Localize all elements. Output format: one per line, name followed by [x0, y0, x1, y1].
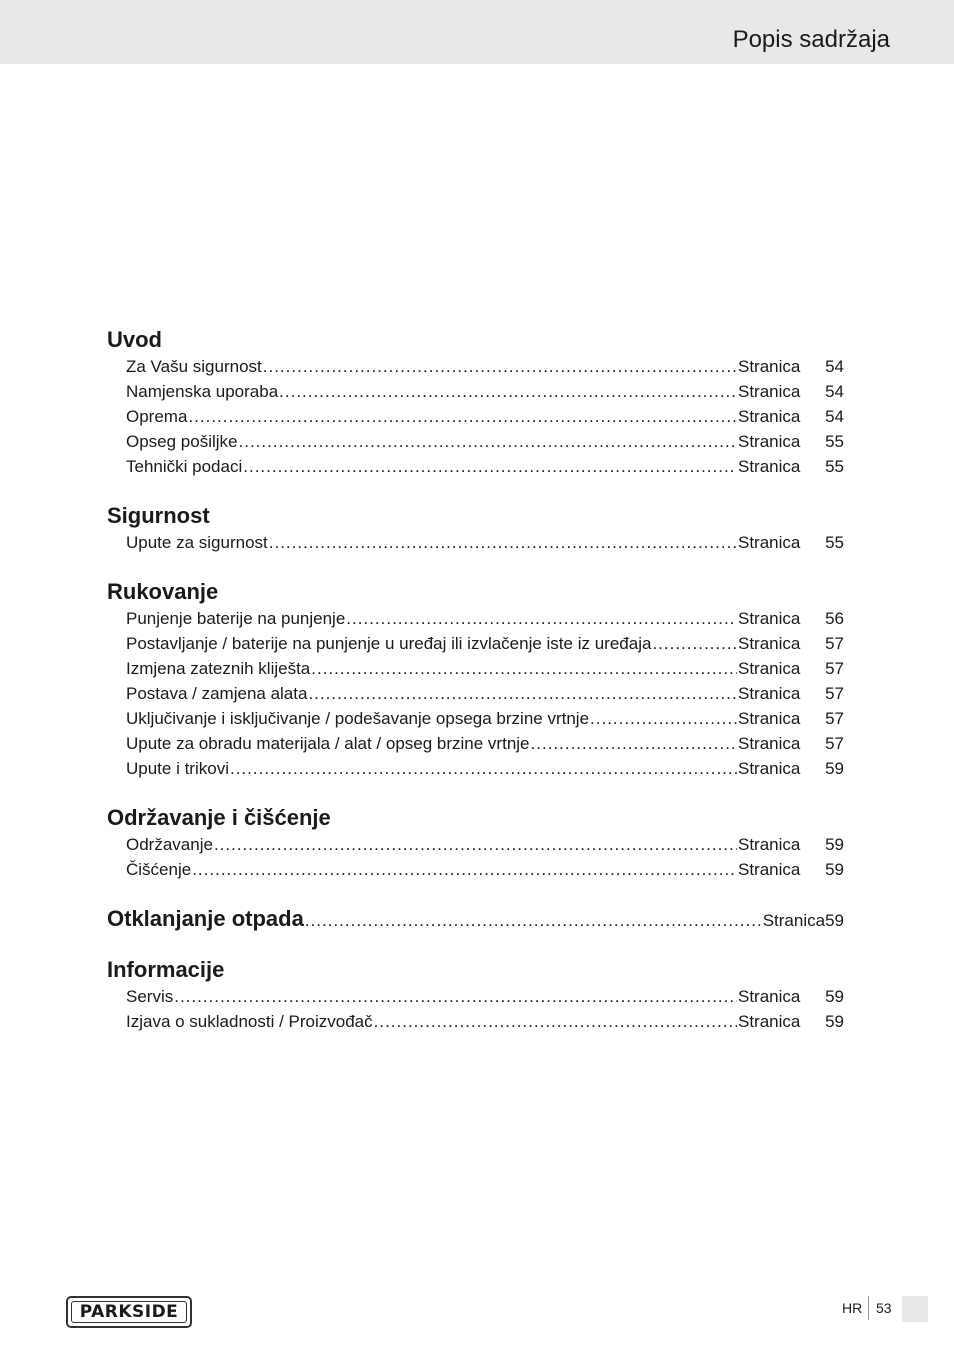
toc-entry[interactable] — [107, 530, 844, 555]
section-title: Informacije — [107, 957, 225, 982]
entry-label: Punjenje baterije na punjenje — [126, 609, 346, 628]
toc-entry[interactable] — [107, 1009, 844, 1034]
dot-leader — [192, 857, 737, 882]
page-word: Stranica — [738, 382, 801, 401]
dot-leader — [188, 404, 737, 429]
page-number: 57 — [825, 684, 844, 703]
toc-entry[interactable] — [107, 606, 844, 631]
table-of-contents — [107, 326, 844, 1034]
dot-leader — [590, 706, 737, 731]
toc-section-odrzavanje — [107, 804, 844, 882]
page-number: 59 — [825, 835, 844, 854]
toc-entry[interactable] — [107, 631, 844, 656]
dot-leader — [243, 454, 737, 479]
page-word: Stranica — [738, 709, 801, 728]
toc-entry[interactable] — [107, 731, 844, 756]
page-word: Stranica — [738, 759, 801, 778]
page-number: 57 — [825, 709, 844, 728]
toc-entry[interactable] — [107, 756, 844, 781]
toc-entry[interactable] — [107, 379, 844, 404]
page-word: Stranica — [738, 1012, 801, 1031]
toc-entry[interactable] — [107, 905, 844, 933]
footer-divider — [868, 1296, 869, 1320]
toc-entry[interactable] — [107, 354, 844, 379]
dot-leader — [311, 656, 737, 681]
toc-entry[interactable] — [107, 832, 844, 857]
entry-label: Izjava o sukladnosti / Proizvođač — [126, 1012, 373, 1031]
page-number: 55 — [825, 432, 844, 451]
page-number-footer: 53 — [876, 1300, 892, 1316]
entry-label: Opseg pošiljke — [126, 432, 238, 451]
page-word: Stranica — [738, 835, 801, 854]
dot-leader — [239, 429, 737, 454]
entry-label: Čišćenje — [126, 860, 192, 879]
entry-label: Upute za sigurnost — [126, 533, 268, 552]
page-number: 57 — [825, 634, 844, 653]
page-number: 55 — [825, 457, 844, 476]
page-number: 55 — [825, 533, 844, 552]
dot-leader — [374, 1009, 737, 1034]
toc-entry[interactable] — [107, 429, 844, 454]
logo-text: PARKSIDE — [79, 1302, 179, 1322]
toc-entry[interactable] — [107, 681, 844, 706]
toc-entry[interactable] — [107, 857, 844, 882]
entry-label: Oprema — [126, 407, 188, 426]
dot-leader — [269, 530, 737, 555]
page-word: Stranica — [738, 860, 801, 879]
toc-entry[interactable] — [107, 454, 844, 479]
dot-leader — [230, 756, 737, 781]
toc-section-uvod — [107, 326, 844, 479]
page-word: Stranica — [738, 609, 801, 628]
page-number: 59 — [825, 987, 844, 1006]
page-word: Stranica — [738, 407, 801, 426]
page-word: Stranica — [738, 533, 801, 552]
page-word: Stranica — [738, 734, 801, 753]
page-word: Stranica — [762, 911, 826, 930]
entry-label: Upute za obradu materijala / alat / opseg brzine vrtnje — [126, 734, 530, 753]
page-number: 54 — [825, 382, 844, 401]
entry-label: Izmjena zateznih kliješta — [126, 659, 311, 678]
entry-label: Upute i trikovi — [126, 759, 229, 778]
page-word: Stranica — [738, 634, 801, 653]
page-number: 57 — [825, 734, 844, 753]
page-number: 59 — [825, 911, 844, 930]
page-number: 57 — [825, 659, 844, 678]
parkside-logo — [66, 1296, 192, 1328]
entry-label: Postava / zamjena alata — [126, 684, 308, 703]
dot-leader — [279, 379, 737, 404]
toc-entry[interactable] — [107, 404, 844, 429]
language-code: HR — [842, 1300, 863, 1316]
section-title: Održavanje i čišćenje — [107, 805, 331, 830]
dot-leader — [263, 354, 737, 379]
page-word: Stranica — [738, 659, 801, 678]
toc-section-sigurnost — [107, 502, 844, 555]
dot-leader — [531, 731, 737, 756]
page-title: Popis sadržaja — [732, 26, 890, 53]
page-number: 59 — [825, 1012, 844, 1031]
page-number: 59 — [825, 860, 844, 879]
section-title: Rukovanje — [107, 579, 219, 604]
page-word: Stranica — [738, 357, 801, 376]
entry-label: Tehnički podaci — [126, 457, 243, 476]
dot-leader — [346, 606, 737, 631]
entry-label: Održavanje — [126, 835, 213, 854]
page-word: Stranica — [738, 457, 801, 476]
dot-leader — [652, 631, 737, 656]
dot-leader — [308, 681, 737, 706]
page-number: 56 — [825, 609, 844, 628]
dot-leader — [305, 907, 762, 935]
toc-section-otklanjanje-otpada — [107, 905, 844, 933]
dot-leader — [214, 832, 737, 857]
toc-entry[interactable] — [107, 984, 844, 1009]
section-title: Uvod — [107, 327, 162, 352]
toc-entry[interactable] — [107, 656, 844, 681]
entry-label: Postavljanje / baterije na punjenje u uređaj ili izvlačenje iste iz uređaja — [126, 634, 652, 653]
toc-section-rukovanje — [107, 578, 844, 781]
dot-leader — [174, 984, 737, 1009]
toc-section-informacije — [107, 956, 844, 1034]
page-number: 54 — [825, 357, 844, 376]
entry-label: Za Vašu sigurnost — [126, 357, 262, 376]
entry-label: Namjenska uporaba — [126, 382, 279, 401]
entry-label: Uključivanje i isključivanje / podešavanje opsega brzine vrtnje — [126, 709, 590, 728]
page-number: 59 — [825, 759, 844, 778]
entry-label: Servis — [126, 987, 174, 1006]
footer-tab-marker — [902, 1296, 928, 1322]
section-title: Sigurnost — [107, 503, 210, 528]
toc-entry[interactable] — [107, 706, 844, 731]
page-word: Stranica — [738, 432, 801, 451]
page-word: Stranica — [738, 684, 801, 703]
section-title: Otklanjanje otpada — [107, 906, 304, 931]
page-number: 54 — [825, 407, 844, 426]
page-word: Stranica — [738, 987, 801, 1006]
